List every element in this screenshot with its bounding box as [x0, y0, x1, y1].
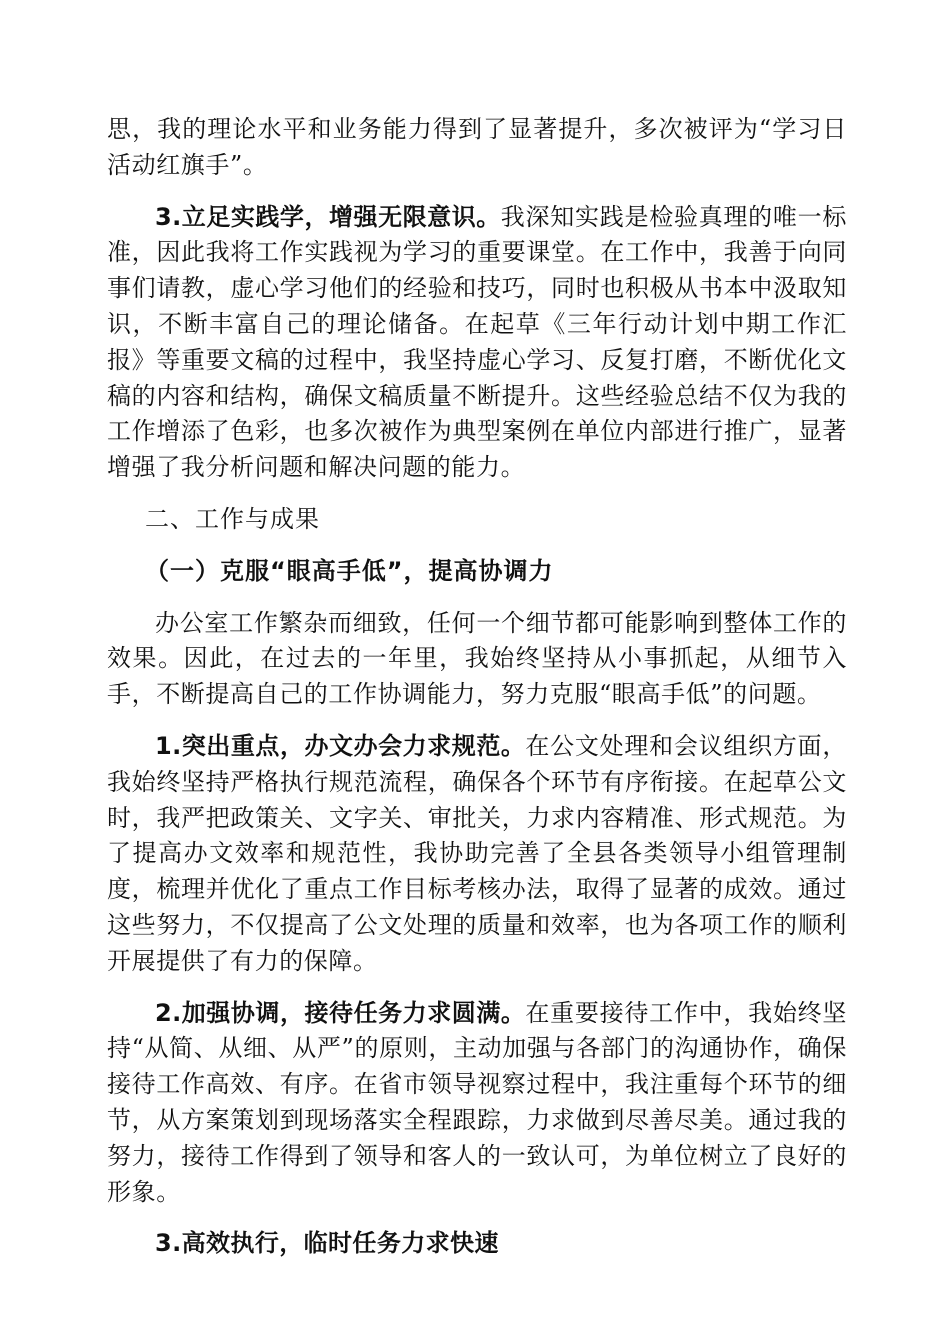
paragraph-office-work: 办公室工作繁杂而细致，任何一个细节都可能影响到整体工作的效果。因此，在过去的一年里，我始终坚持从小事抓起，从细节入手，不断提高自己的工作协调能力，努力克服“眼高手低”的问题。 — [107, 608, 847, 709]
paragraph-body: 我深知实践是检验真理的唯一标准，因此我将工作实践视为学习的重要课堂。在工作中，我善于向同事们请教，虚心学习他们的经验和技巧，同时也积极从书本中汲取知识，不断丰富自己的理论储备。在起草《三年行动计划中期工作汇报》等重要文稿的过程中，我坚持虚心学习、反复打磨，不断优化文稿的内容和结构，确保文稿质量不断提升。这些经验总结不仅为我的工作增添了色彩，也多次被作为典型案例在单位内部进行推广，显著增强了我分析问题和解决问题的能力。 — [107, 202, 847, 482]
paragraph-lead: 3.高效执行，临时任务力求快速 — [155, 1229, 499, 1258]
section-heading: 二、工作与成果 — [145, 504, 320, 533]
paragraph-lead: 3.立足实践学，增强无限意识。 — [155, 202, 501, 231]
paragraph-lead: 1.突出重点，办文办会力求规范。 — [155, 731, 526, 760]
paragraph-reception-tasks — [107, 996, 847, 1211]
paragraph-body: 在重要接待工作中，我始终坚持“从简、从细、从严”的原则，主动加强与各部门的沟通协作，确保接待工作高效、有序。在省市领导视察过程中，我注重每个环节的细节，从方案策划到现场落实全程跟踪，力求做到尽善尽美。通过我的努力，接待工作得到了领导和客人的一致认可，为单位树立了良好的形象。 — [107, 998, 847, 1206]
document-page — [107, 112, 847, 1278]
paragraph-lead: 2.加强协调，接待任务力求圆满。 — [155, 998, 526, 1027]
paragraph-document-standards — [107, 729, 847, 980]
paragraph-practice-learning — [107, 200, 847, 486]
subsection-heading: （一）克服“眼高手低”，提高协调力 — [145, 556, 554, 585]
paragraph-continued: 思，我的理论水平和业务能力得到了显著提升，多次被评为“学习日活动红旗手”。 — [107, 115, 847, 179]
paragraph-temporary-tasks — [107, 1226, 847, 1262]
paragraph-body: 在公文处理和会议组织方面，我始终坚持严格执行规范流程，确保各个环节有序衔接。在起草公文时，我严把政策关、文字关、审批关，力求内容精准、形式规范。为了提高办文效率和规范性，我协助完善了全县各类领导小组管理制度，梳理并优化了重点工作目标考核办法，取得了显著的成效。通过这些努力，不仅提高了公文处理的质量和效率，也为各项工作的顺利开展提供了有力的保障。 — [107, 731, 847, 975]
